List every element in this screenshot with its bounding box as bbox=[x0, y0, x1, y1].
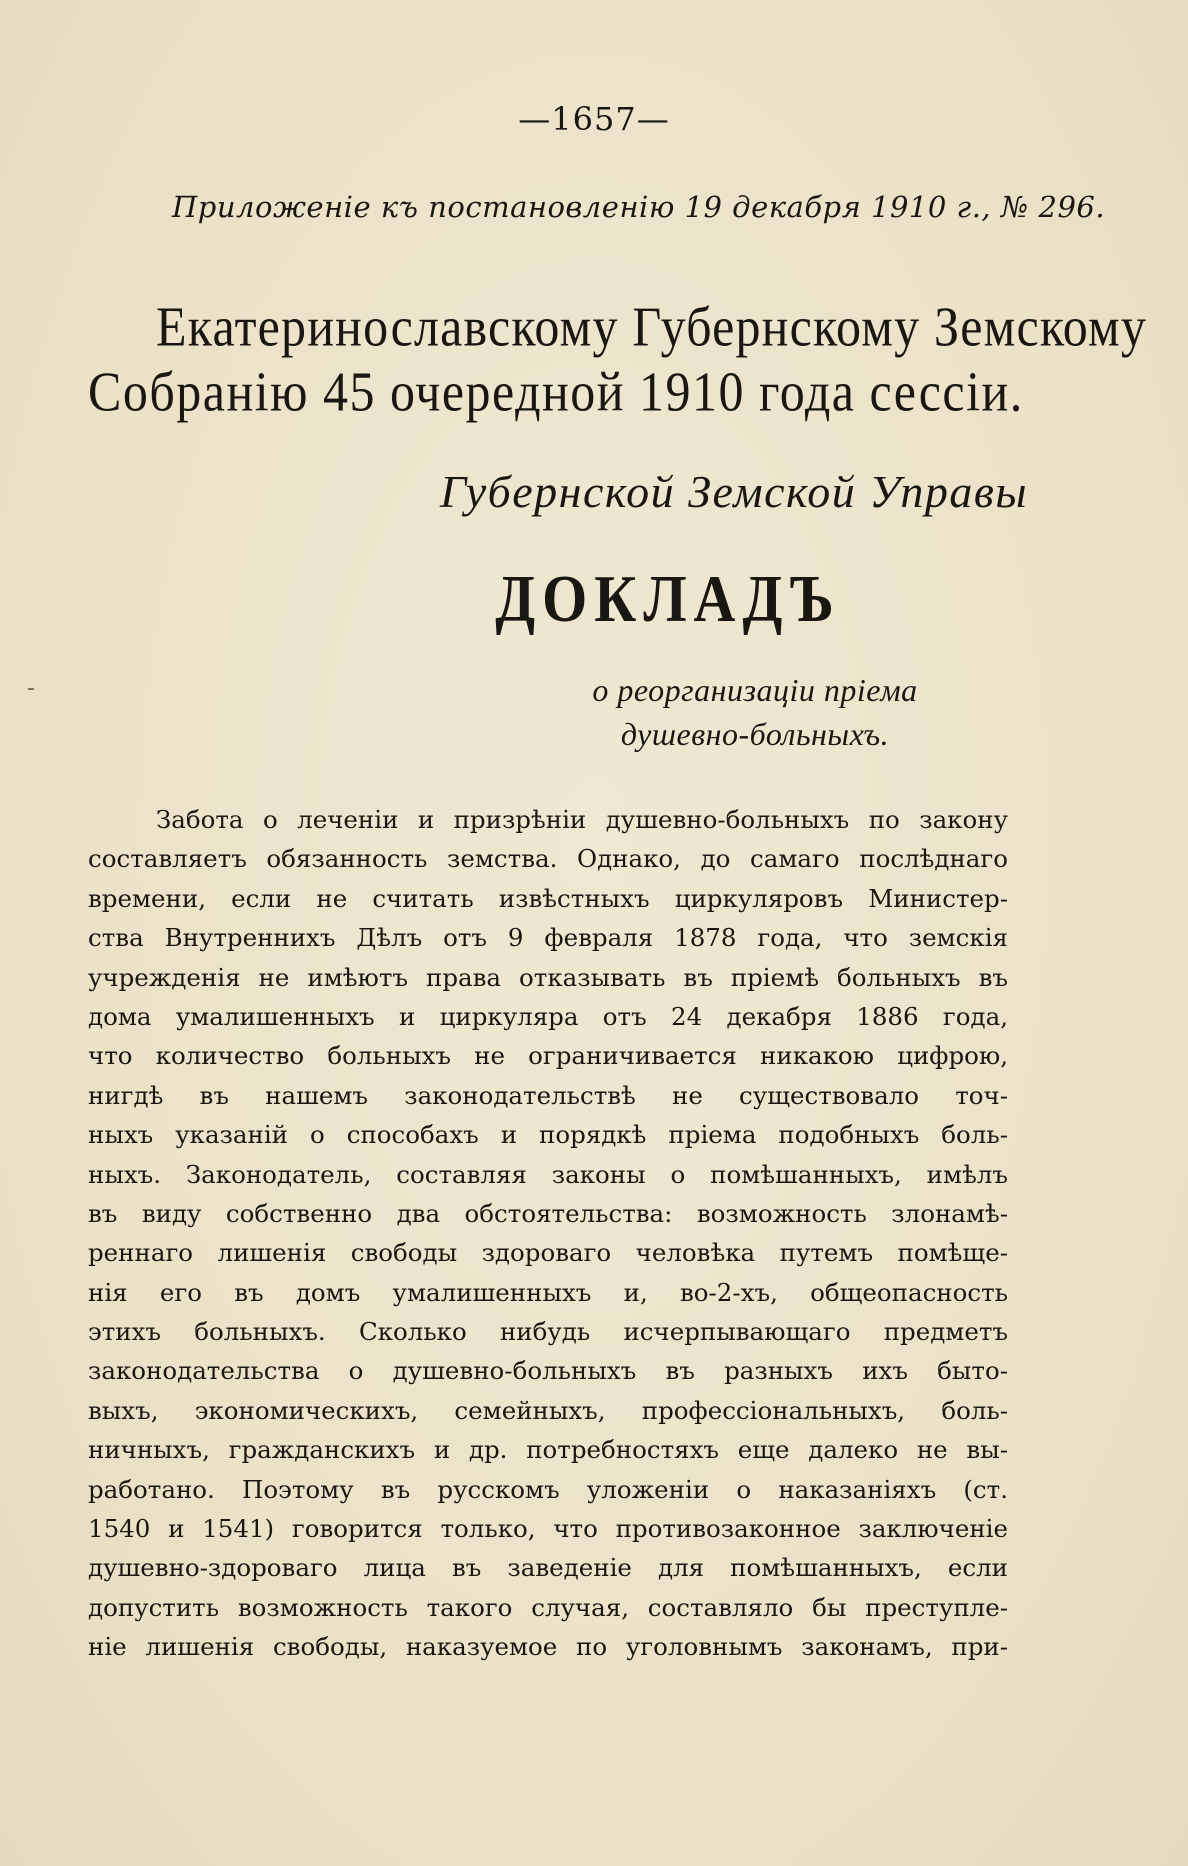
title-line: Собранiю 45 очередной 1910 года сессiи. bbox=[88, 360, 1024, 423]
body-line: нiе лишенiя свободы, наказуемое по уголовнымъ законамъ, при- bbox=[88, 1632, 1008, 1662]
body-line: 1540 и 1541) говорится только, что противозаконное заключенiе bbox=[88, 1514, 1008, 1544]
body-line: времени, если не считать извѣстныхъ циркуляровъ Министер- bbox=[88, 883, 1008, 913]
body-line: реннаго лишенiя свободы здороваго человѣка путемъ помѣще- bbox=[88, 1238, 1008, 1268]
body-line: учрежденiя не имѣютъ права отказывать въ прiемѣ больныхъ въ bbox=[88, 962, 1008, 992]
report-subject bbox=[520, 668, 990, 756]
body-line: Забота о леченiи и призрѣнiи душевно-больныхъ по закону bbox=[156, 805, 1008, 834]
document-title bbox=[88, 294, 1148, 424]
board-name: Губернской Земской Управы bbox=[440, 466, 1029, 517]
body-paragraph bbox=[88, 800, 1008, 1667]
body-line: выхъ, экономическихъ, семейныхъ, профессiональныхъ, боль- bbox=[88, 1395, 1008, 1425]
body-line: законодательства о душевно-больныхъ въ разныхъ ихъ быто- bbox=[88, 1356, 1008, 1386]
body-line: ныхъ. Законодатель, составляя законы о помѣшанныхъ, имѣлъ bbox=[88, 1159, 1008, 1189]
page-number: —1657— bbox=[518, 100, 670, 138]
body-line: нигдѣ въ нашемъ законодательствѣ не существовало точ- bbox=[88, 1080, 1008, 1110]
body-line: что количество больныхъ не ограничивается никакою цифрою, bbox=[88, 1041, 1008, 1071]
body-line: дома умалишенныхъ и циркуляра отъ 24 декабря 1886 года, bbox=[88, 1001, 1008, 1031]
body-line: ныхъ указанiй о способахъ и порядкѣ прiема подобныхъ боль- bbox=[88, 1120, 1008, 1150]
body-line: нiя его въ домъ умалишенныхъ и, во-2-хъ, общеопасность bbox=[88, 1277, 1008, 1307]
title-line: Екатеринославскому Губернскому Земскому bbox=[156, 295, 1148, 358]
subject-line: о реорганизацiи прiема bbox=[592, 672, 918, 708]
report-heading: ДОКЛАДЪ bbox=[495, 561, 841, 636]
body-line: допустить возможность такого случая, составляло бы преступле- bbox=[88, 1592, 1008, 1622]
appendix-note: Приложенiе къ постановленiю 19 декабря 1910 г., № 296. bbox=[172, 190, 1106, 224]
body-line: этихъ больныхъ. Сколько нибудь исчерпывающаго предметъ bbox=[88, 1317, 1008, 1347]
body-line: составляетъ обязанность земства. Однако, до самаго послѣднаго bbox=[88, 844, 1008, 874]
body-line: ничныхъ, гражданскихъ и др. потребностяхъ еще далеко не вы- bbox=[88, 1435, 1008, 1465]
margin-mark bbox=[28, 688, 34, 690]
body-line: душевно-здороваго лица въ заведенiе для помѣшанныхъ, если bbox=[88, 1553, 1008, 1583]
body-line: въ виду собственно два обстоятельства: возможность злонамѣ- bbox=[88, 1198, 1008, 1228]
subject-line: душевно-больныхъ. bbox=[620, 716, 890, 752]
body-line: ства Внутреннихъ Дѣлъ отъ 9 февраля 1878 года, что земскiя bbox=[88, 923, 1008, 953]
body-line: работано. Поэтому въ русскомъ уложенiи о наказанiяхъ (ст. bbox=[88, 1474, 1008, 1504]
